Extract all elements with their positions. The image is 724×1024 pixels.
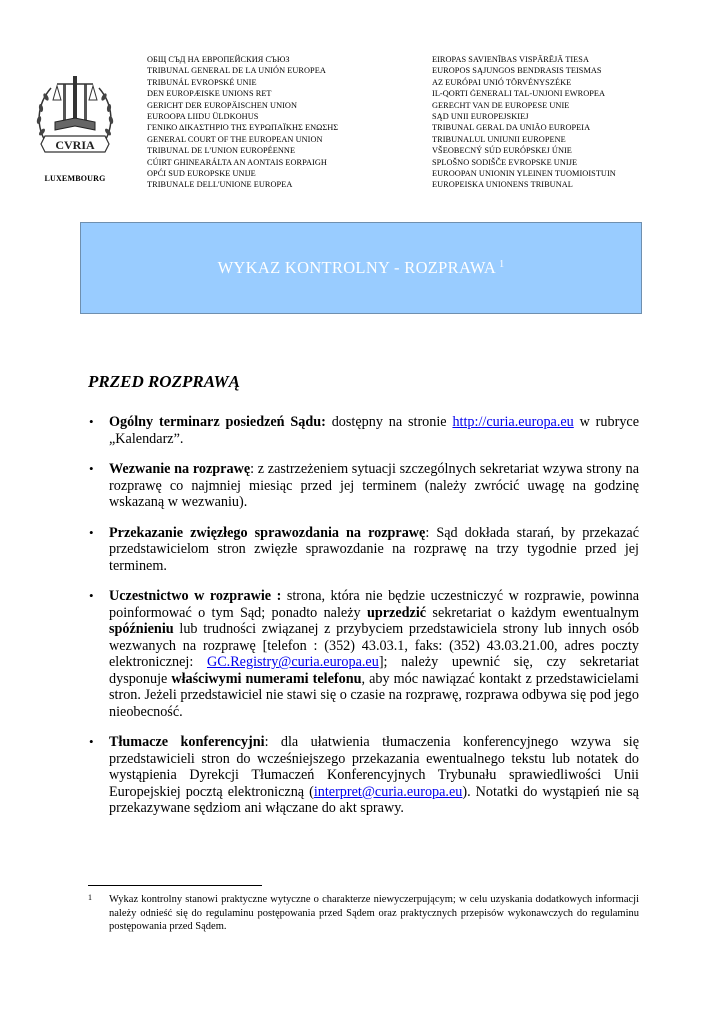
item-text: ]; należy upewnić się, czy sekretariat dysponuje: [109, 654, 639, 687]
item-text: w rubryce „Kalendarz”.: [109, 414, 640, 447]
cvria-logo: [30, 70, 120, 183]
court-name: ΓΕΝΙΚΟ ΔΙΚΑΣΤΗΡΙΟ ΤΗΣ ΕΥΡΩΠΑΪΚΗΣ ΕΝΩΣΗΣ: [147, 123, 339, 133]
court-name: IL-QORTI ĠENERALI TAL-UNJONI EWROPEA: [432, 89, 606, 99]
court-name: EUROOPA LIIDU ÜLDKOHUS: [147, 112, 259, 122]
court-name: DEN EUROPÆISKE UNIONS RET: [147, 89, 272, 99]
section-title: PRZED ROZPRAWĄ: [88, 372, 240, 391]
court-name: SPLOŠNO SODIŠČE EVROPSKE UNIJE: [432, 157, 578, 167]
item-text: : dla ułatwienia tłumaczenia konferencyjnego wzywa się przedstawicieli stron do wcześniejszego przekazania ewentualnego tekstu lub notatek do wystąpienia Dyrekcji Tłumaczeń Konferencyjnych Trybunału sprawiedliwości Unii Europejskiej pocztą elektroniczną (: [109, 734, 640, 800]
item-text: dostępny na stronie: [325, 414, 453, 430]
footnote-number: 1: [88, 893, 92, 902]
curia-link[interactable]: http://curia.europa.eu: [452, 414, 574, 430]
item-emphasis: uprzedzić: [366, 604, 427, 621]
court-name: TRIBUNALE DELL'UNIONE EUROPEA: [147, 180, 293, 190]
court-name: OPĆI SUD EUROPSKE UNIJE: [147, 169, 256, 179]
court-name: EUROPEISKA UNIONENS TRIBUNAL: [432, 180, 573, 190]
court-name: EIROPAS SAVIENĪBAS VISPĀRĒJĀ TIESA: [432, 55, 589, 64]
court-name: TRIBUNALUL UNIUNII EUROPENE: [432, 134, 566, 144]
court-name: EUROOPAN UNIONIN YLEINEN TUOMIOISTUIN: [432, 169, 616, 179]
item-text: strona, która nie będzie uczestniczyć w rozprawie, powinna poinformować o tym Sąd; ponadto należy: [109, 588, 639, 621]
court-names-left: [147, 54, 338, 191]
list-item-sprawozdanie: [88, 525, 639, 575]
item-label: Tłumacze konferencyjni: [109, 734, 265, 750]
item-label: Przekazanie zwięzłego sprawozdania na rozprawę: [109, 524, 426, 541]
court-name: TRIBUNAL GERAL DA UNIÃO EUROPEIA: [432, 123, 591, 133]
court-name: CÚIRT GHINEARÁLTA AN AONTAIS EORPAIGH: [147, 157, 327, 167]
court-name: SĄD UNII EUROPEJSKIEJ: [432, 112, 529, 122]
cvria-emblem-icon: [33, 70, 117, 170]
bullet-icon: •: [89, 734, 94, 749]
bullet-icon: •: [89, 461, 94, 476]
item-text: : z zastrzeżeniem sytuacji szczególnych sekretariat wzywa strony na rozprawę co najmniej miesiąc przed jej terminem (należy zwrócić uwagę na godzinę wskazaną w wezwaniu).: [109, 461, 639, 510]
item-emphasis: spóźnieniu: [109, 621, 174, 637]
list-item-uczestnictwo: [88, 588, 639, 720]
item-text: sekretariat o każdym ewentualnym: [426, 604, 639, 621]
registry-email-link[interactable]: GC.Registry@curia.europa.eu: [206, 654, 379, 670]
item-label: Wezwanie na rozprawę: [109, 461, 251, 477]
footnote: [88, 893, 639, 934]
court-names-right: [432, 54, 616, 191]
court-name: VŠEOBECNÝ SÚD EURÓPSKEJ ÚNIE: [432, 146, 572, 156]
list-item-wezwanie: [88, 461, 639, 511]
logo-text: CVRIA: [55, 138, 95, 152]
item-text: : Sąd dokłada starań, by przekazać przedstawicielom stron zwięzłe sprawozdanie na rozprawę na trzy tygodnie przed jej terminem.: [109, 524, 639, 574]
interpret-email-link[interactable]: interpret@curia.europa.eu: [313, 783, 463, 800]
item-label: Uczestnictwo w rozprawie :: [109, 588, 282, 604]
item-text: lub trudności związanej z przybyciem przedstawiciela strony lub innych osób wezwanych na rozprawę [telefon : (352) 43.03.1, faks: (352) 43.03.21.00, adres poczty elektronicznej:: [109, 621, 639, 670]
page-title-text: WYKAZ KONTROLNY - ROZPRAWA: [217, 258, 497, 277]
footnote-separator: [88, 885, 262, 886]
item-label: Ogólny terminarz posiedzeń Sądu:: [109, 414, 326, 430]
court-name: AZ EURÓPAI UNIÓ TÖRVÉNYSZÉKE: [432, 77, 572, 87]
court-name: GERECHT VAN DE EUROPESE UNIE: [432, 100, 570, 110]
court-name: GERICHT DER EUROPÄISCHEN UNION: [147, 100, 298, 110]
footnote-ref[interactable]: 1: [499, 259, 505, 270]
bullet-icon: •: [89, 588, 94, 603]
logo-city: LUXEMBOURG: [44, 174, 106, 183]
court-name: GENERAL COURT OF THE EUROPEAN UNION: [147, 134, 323, 144]
court-name: ОБЩ СЪД НА ЕВРОПЕЙСКИЯ СЪЮЗ: [147, 55, 290, 64]
court-name: TRIBUNAL GENERAL DE LA UNIÓN EUROPEA: [147, 66, 326, 76]
checklist: [88, 414, 639, 831]
list-item-terminarz: [88, 414, 639, 447]
item-emphasis: właściwymi numerami telefonu: [171, 670, 362, 687]
footnote-text: Wykaz kontrolny stanowi praktyczne wytyczne o charakterze niewyczerpującym; w celu uzyskania dodatkowych informacji należy odnieść się do regulaminu postępowania przed Sądem oraz praktycznych przepisów wykonawczych do regulaminu postępowania przed Sądem.: [109, 894, 639, 932]
bullet-icon: •: [89, 524, 94, 540]
item-text: ). Notatki do wystąpień nie są przekazywane sędziom ani włączane do akt sprawy.: [109, 783, 639, 816]
bullet-icon: •: [89, 414, 94, 429]
court-name: EUROPOS SĄJUNGOS BENDRASIS TEISMAS: [432, 66, 602, 76]
court-name: TRIBUNÁL EVROPSKÉ UNIE: [147, 77, 257, 87]
title-box: [80, 222, 642, 314]
item-text: , aby móc nawiązać kontakt z przedstawicielami stron. Jeżeli przedstawiciel nie stawi się o czasie na rozprawę, rozprawa odbywa się pod jego nieobecność.: [109, 670, 639, 720]
list-item-tlumacze: [88, 734, 639, 817]
court-name: TRIBUNAL DE L'UNION EUROPÉENNE: [147, 146, 296, 156]
page-title: [218, 258, 505, 278]
